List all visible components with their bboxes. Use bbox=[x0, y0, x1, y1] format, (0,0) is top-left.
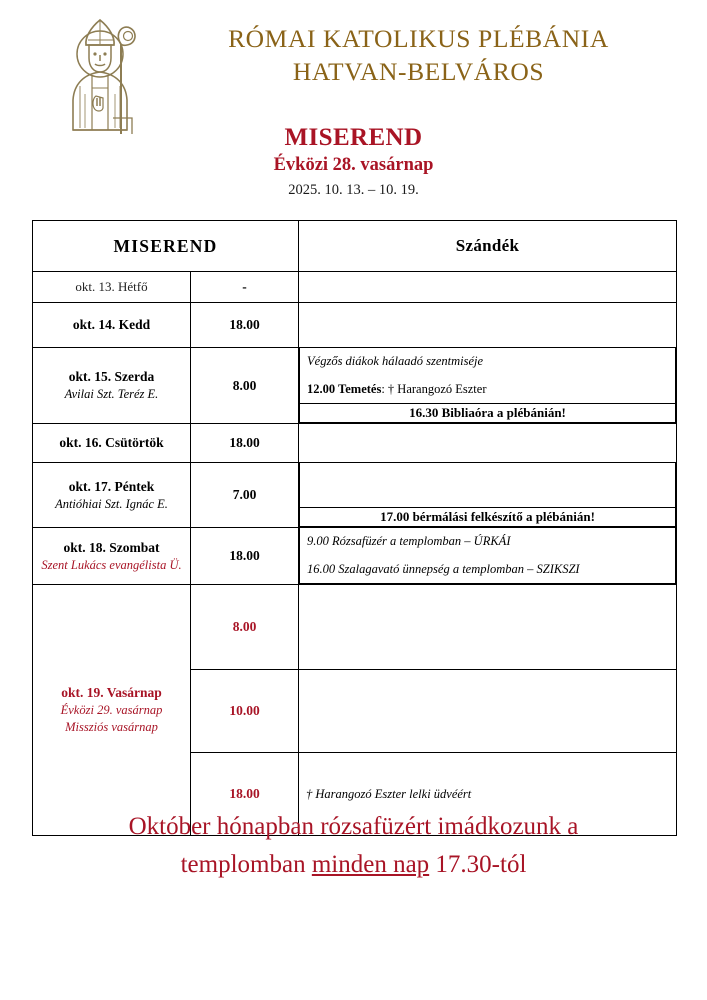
intention-line: 12.00 Temetés: † Harangozó Eszter bbox=[307, 382, 487, 396]
intention-cell bbox=[299, 528, 677, 585]
day-cell bbox=[33, 272, 191, 303]
table-row bbox=[33, 303, 677, 348]
day-feast-label: Szent Lukács evangélista Ü. bbox=[41, 557, 182, 572]
day-feast-label: Avilai Szt. Teréz E. bbox=[64, 387, 159, 401]
table-row bbox=[33, 528, 677, 585]
day-cell bbox=[33, 463, 191, 528]
table-row bbox=[33, 424, 677, 463]
mass-time-cell: 18.00 bbox=[191, 528, 299, 585]
intention-subtable bbox=[299, 528, 676, 584]
table-row bbox=[33, 348, 677, 424]
column-header-intention: Szándék bbox=[299, 221, 677, 272]
intention-cell bbox=[299, 348, 677, 424]
intention-cell bbox=[299, 585, 677, 670]
mass-time-cell: 8.00 bbox=[191, 585, 299, 670]
table-header-row bbox=[33, 221, 677, 272]
footer-line-2-post: 17.30-tól bbox=[429, 851, 527, 878]
parish-name-line-1: RÓMAI KATOLIKUS PLÉBÁNIA bbox=[228, 24, 609, 53]
mass-time-cell: 10.00 bbox=[191, 670, 299, 753]
day-feast-label: Antióhiai Szt. Ignác E. bbox=[55, 496, 168, 511]
intention-inner bbox=[300, 528, 675, 583]
day-label: okt. 14. Kedd bbox=[72, 317, 151, 332]
intention-line: † Harangozó Eszter lelki üdvéért bbox=[306, 786, 472, 801]
intention-cell bbox=[299, 670, 677, 753]
table-row bbox=[33, 463, 677, 528]
intention-empty bbox=[300, 463, 676, 508]
day-label: okt. 16. Csütörtök bbox=[59, 435, 164, 450]
intention-lines bbox=[300, 348, 676, 404]
day-cell bbox=[33, 585, 191, 836]
footer-notice bbox=[0, 808, 707, 884]
intention-line: Végzős diákok hálaadó szentmiséje bbox=[307, 354, 484, 368]
intention-cell bbox=[299, 463, 677, 528]
page-header bbox=[0, 0, 707, 198]
column-header-schedule: MISEREND bbox=[33, 221, 299, 272]
mass-time-cell: 18.00 bbox=[191, 753, 299, 836]
mass-time-cell: - bbox=[191, 272, 299, 303]
intention-cell bbox=[299, 272, 677, 303]
day-cell bbox=[33, 303, 191, 348]
intention-line: 9.00 Rózsafüzér a templomban – ÚRKÁI bbox=[307, 534, 511, 548]
footer-line-2 bbox=[0, 846, 707, 884]
intention-line: 16.00 Szalagavató ünnepség a templomban – SZIKSZI bbox=[307, 562, 580, 576]
parish-emblem-icon bbox=[58, 14, 144, 136]
footer-line-2-underlined: minden nap bbox=[311, 851, 430, 878]
date-range: 2025. 10. 13. – 10. 19. bbox=[288, 182, 419, 198]
parish-title-block bbox=[140, 22, 697, 88]
intention-cell bbox=[299, 424, 677, 463]
parish-name-line-2: HATVAN-BELVÁROS bbox=[292, 57, 545, 86]
mass-time-cell: 18.00 bbox=[191, 424, 299, 463]
intention-subtable bbox=[299, 348, 676, 423]
day-label: okt. 19. Vasárnap bbox=[61, 685, 162, 700]
day-cell bbox=[33, 424, 191, 463]
day-cell bbox=[33, 348, 191, 424]
footer-line-1: Október hónapban rózsafüzért imádkozunk a bbox=[128, 813, 579, 840]
day-label: okt. 18. Szombat bbox=[63, 539, 160, 555]
schedule-table-wrapper bbox=[32, 220, 676, 836]
table-row bbox=[33, 272, 677, 303]
page-title: MISEREND bbox=[284, 124, 423, 151]
day-label: okt. 13. Hétfő bbox=[75, 279, 148, 294]
day-feast-label: Évközi 29. vasárnap bbox=[60, 703, 163, 717]
intention-inner bbox=[299, 781, 676, 808]
intention-banner: 16.30 Bibliaóra a plébánián! bbox=[300, 404, 676, 423]
intention-line-bold: 12.00 Temetés bbox=[307, 382, 382, 396]
mass-time-cell: 7.00 bbox=[191, 463, 299, 528]
day-feast-label-secondary: Missziós vasárnap bbox=[65, 720, 158, 734]
mass-time-cell: 8.00 bbox=[191, 348, 299, 424]
mass-schedule-table bbox=[32, 220, 677, 836]
intention-lines bbox=[300, 528, 676, 584]
day-label: okt. 15. Szerda bbox=[68, 369, 155, 384]
intention-inner bbox=[300, 348, 675, 403]
footer-line-2-pre: templomban bbox=[180, 851, 312, 878]
intention-banner: 17.00 bérmálási felkészítő a plébánián! bbox=[300, 508, 676, 527]
intention-subtable bbox=[299, 463, 676, 527]
day-label: okt. 17. Péntek bbox=[68, 478, 155, 494]
liturgical-subtitle: Évközi 28. vasárnap bbox=[273, 155, 434, 175]
schedule-title-block bbox=[0, 122, 707, 201]
day-cell bbox=[33, 528, 191, 585]
mass-time-cell: 18.00 bbox=[191, 303, 299, 348]
table-row bbox=[33, 585, 677, 670]
intention-cell bbox=[299, 303, 677, 348]
